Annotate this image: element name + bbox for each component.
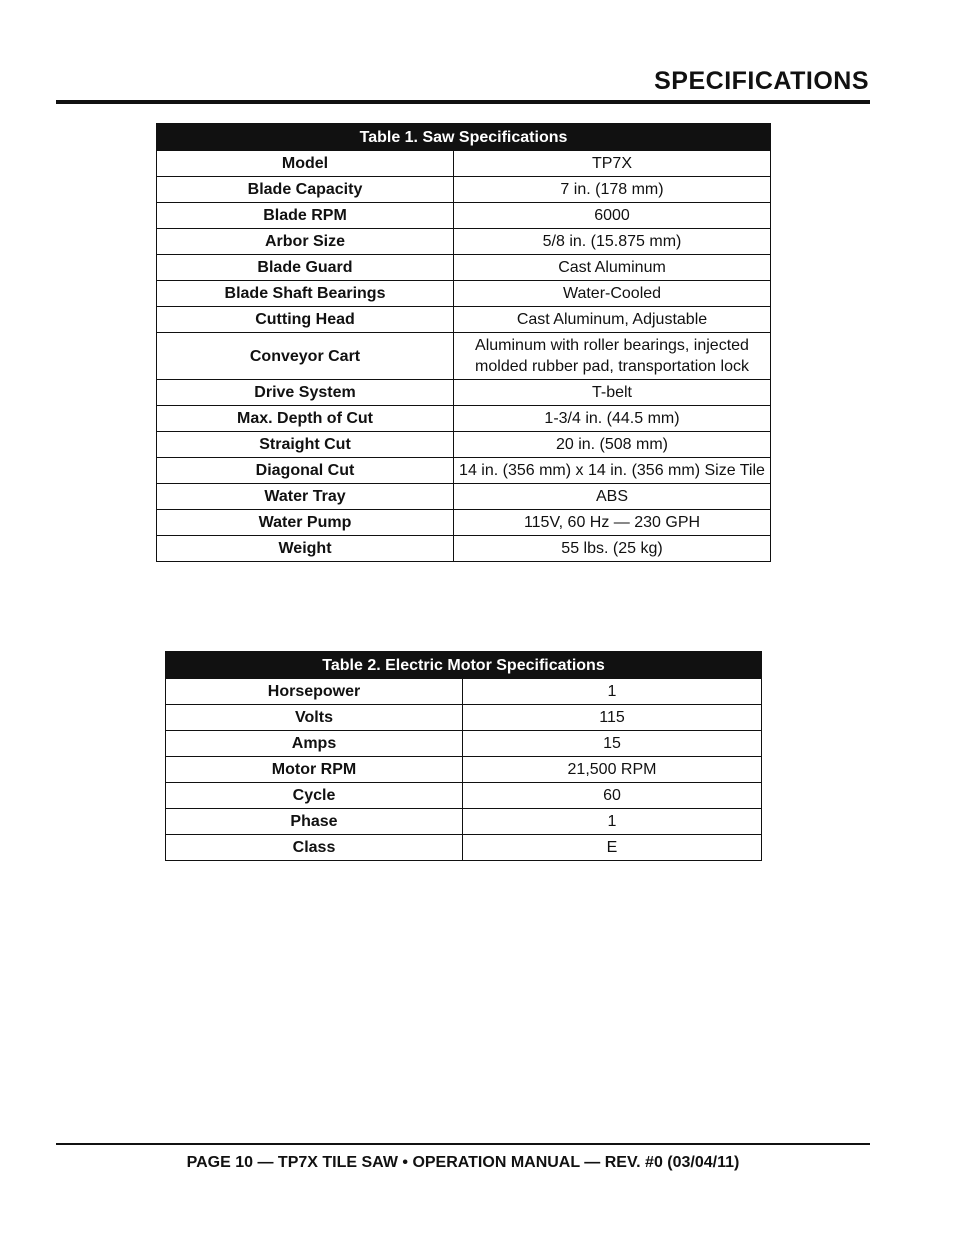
spec-label: Blade Capacity <box>157 177 454 203</box>
table-row <box>157 281 771 307</box>
spec-value <box>454 380 771 406</box>
spec-value-line: 14 in. (356 mm) x 14 in. (356 mm) Size Tile <box>459 462 765 479</box>
table-row <box>157 333 771 380</box>
page-footer: PAGE 10 — TP7X TILE SAW • OPERATION MANUAL — REV. #0 (03/04/11) <box>186 1154 740 1171</box>
spec-value-line: molded rubber pad, transportation lock <box>475 358 749 375</box>
table-row <box>157 229 771 255</box>
page-title: SPECIFICATIONS <box>654 67 869 95</box>
spec-value <box>454 484 771 510</box>
spec-value-line: TP7X <box>591 155 632 172</box>
spec-value-line: E <box>606 839 618 856</box>
spec-value <box>454 281 771 307</box>
header-divider <box>56 100 870 104</box>
spec-value <box>463 835 762 861</box>
table-row <box>166 835 762 861</box>
table-caption-row <box>166 652 762 679</box>
spec-label: Cycle <box>166 783 463 809</box>
spec-value <box>454 406 771 432</box>
spec-label: Arbor Size <box>157 229 454 255</box>
table-row <box>166 757 762 783</box>
spec-label: Blade Shaft Bearings <box>157 281 454 307</box>
spec-value-line: 7 in. (178 mm) <box>560 181 664 198</box>
spec-label: Class <box>166 835 463 861</box>
spec-label: Water Tray <box>157 484 454 510</box>
table-row <box>157 177 771 203</box>
table-row <box>166 679 762 705</box>
spec-value <box>454 536 771 562</box>
table-caption-row <box>157 124 771 151</box>
electric-motor-specifications-table <box>165 651 762 861</box>
spec-value-line: Cast Aluminum, Adjustable <box>516 311 708 328</box>
table-row <box>157 203 771 229</box>
table-row <box>157 380 771 406</box>
spec-value-line: 1 <box>607 813 617 830</box>
spec-label: Blade RPM <box>157 203 454 229</box>
table-row <box>166 705 762 731</box>
spec-value-line: T-belt <box>591 384 632 401</box>
spec-value <box>454 333 771 380</box>
spec-value <box>454 151 771 177</box>
spec-value <box>454 177 771 203</box>
saw-specifications-table <box>156 123 771 562</box>
spec-label: Weight <box>157 536 454 562</box>
spec-value-line: 60 <box>603 787 621 804</box>
spec-value <box>463 809 762 835</box>
spec-value <box>454 432 771 458</box>
spec-value <box>454 510 771 536</box>
spec-value <box>463 679 762 705</box>
table-row <box>157 406 771 432</box>
spec-value <box>463 705 762 731</box>
spec-value-line: 1 <box>607 683 617 700</box>
spec-value-line: 6000 <box>594 207 630 224</box>
table-row <box>157 255 771 281</box>
table-row <box>166 809 762 835</box>
table-body <box>157 151 771 562</box>
table-caption: Table 2. Electric Motor Specifications <box>166 652 762 679</box>
spec-value <box>454 229 771 255</box>
table-row <box>157 510 771 536</box>
spec-label: Conveyor Cart <box>157 333 454 380</box>
spec-value-line: 1-3/4 in. (44.5 mm) <box>544 410 680 427</box>
spec-label: Cutting Head <box>157 307 454 333</box>
footer-divider <box>56 1143 870 1145</box>
spec-value-line: Water-Cooled <box>562 285 662 302</box>
spec-label: Volts <box>166 705 463 731</box>
table-body <box>166 679 762 861</box>
spec-label: Drive System <box>157 380 454 406</box>
table-row <box>157 536 771 562</box>
spec-label: Blade Guard <box>157 255 454 281</box>
spec-value <box>454 203 771 229</box>
spec-value-line: 55 lbs. (25 kg) <box>561 540 663 557</box>
spec-label: Max. Depth of Cut <box>157 406 454 432</box>
spec-value-line: Cast Aluminum <box>558 259 666 276</box>
spec-label: Model <box>157 151 454 177</box>
spec-value-line: 20 in. (508 mm) <box>555 436 669 453</box>
spec-value-line: 15 <box>603 735 621 752</box>
spec-value <box>463 731 762 757</box>
table-row <box>157 151 771 177</box>
spec-value <box>454 255 771 281</box>
table-caption: Table 1. Saw Specifications <box>157 124 771 151</box>
spec-label: Horsepower <box>166 679 463 705</box>
spec-value-line: 5/8 in. (15.875 mm) <box>542 233 682 250</box>
spec-value-line: 115V, 60 Hz — 230 GPH <box>523 514 701 531</box>
spec-value-line: ABS <box>595 488 628 505</box>
spec-value-line: Aluminum with roller bearings, injected <box>475 337 749 354</box>
table-row <box>166 783 762 809</box>
table-row <box>157 458 771 484</box>
spec-value <box>454 458 771 484</box>
table-row <box>157 432 771 458</box>
spec-value-line: 115 <box>599 709 625 726</box>
spec-label: Water Pump <box>157 510 454 536</box>
table-row <box>157 307 771 333</box>
spec-value <box>454 307 771 333</box>
table-row <box>157 484 771 510</box>
spec-value <box>463 757 762 783</box>
spec-label: Diagonal Cut <box>157 458 454 484</box>
spec-label: Motor RPM <box>166 757 463 783</box>
table-row <box>166 731 762 757</box>
spec-value <box>463 783 762 809</box>
spec-label: Amps <box>166 731 463 757</box>
spec-label: Straight Cut <box>157 432 454 458</box>
spec-label: Phase <box>166 809 463 835</box>
spec-value-line: 21,500 RPM <box>567 761 657 778</box>
